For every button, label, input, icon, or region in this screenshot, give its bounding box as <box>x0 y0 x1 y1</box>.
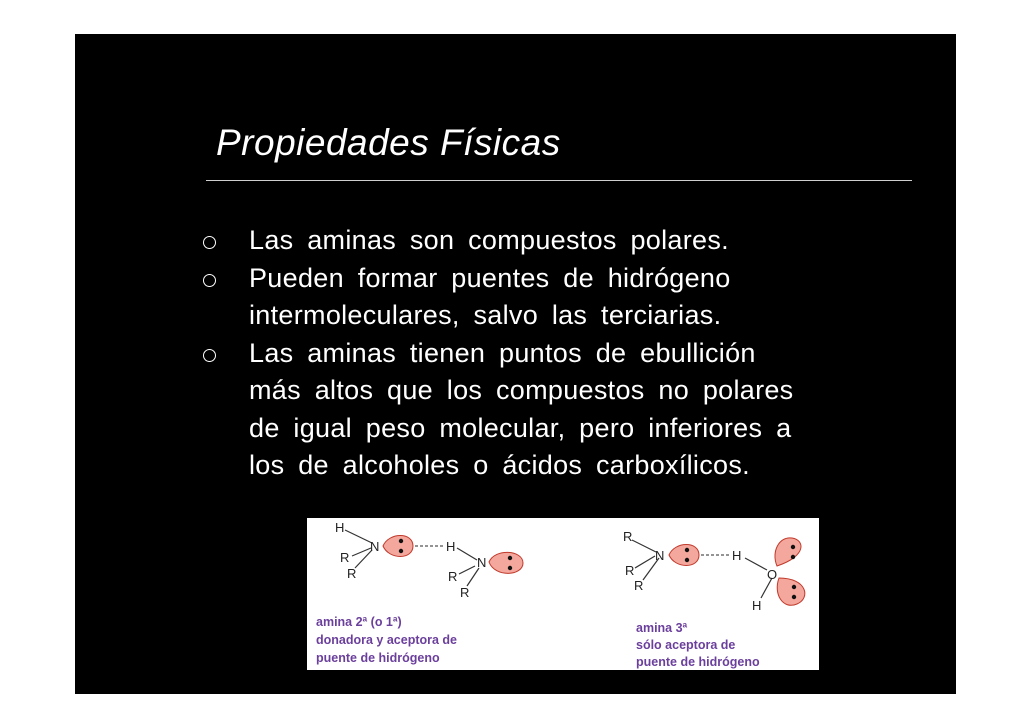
atom-r: R <box>340 550 350 565</box>
atom-r: R <box>623 529 633 544</box>
bullet-circle-icon <box>203 349 216 362</box>
atom-r: R <box>347 566 357 581</box>
atom-r: R <box>460 585 470 600</box>
bullet-item <box>195 260 895 335</box>
bullet-line: los de alcoholes o ácidos carboxílicos. <box>249 450 750 480</box>
bullet-item <box>195 222 895 260</box>
hydrogen-bond-figure <box>307 518 819 670</box>
figure-caption-line: puente de hidrógeno <box>636 655 760 669</box>
atom-h: H <box>335 520 345 535</box>
figure-caption-line: sólo aceptora de <box>636 638 736 652</box>
figure-caption-line: puente de hidrógeno <box>316 651 440 665</box>
left-amine-diagram <box>316 520 523 665</box>
bullet-list <box>195 222 895 485</box>
atom-r: R <box>625 563 635 578</box>
slide-title: Propiedades Físicas <box>216 122 561 163</box>
bullet-line: intermoleculares, salvo las terciarias. <box>249 300 722 330</box>
atom-h: H <box>446 539 456 554</box>
atom-n: N <box>655 548 665 563</box>
bullet-line: de igual peso molecular, pero inferiores a <box>249 412 792 443</box>
bullet-circle-icon <box>203 236 216 249</box>
bullet-line: Las aminas tienen puntos de ebullición <box>249 337 756 368</box>
atom-r: R <box>634 578 644 593</box>
lone-pair-lobe <box>489 552 523 573</box>
bullet-line: Las aminas son compuestos polares. <box>249 225 729 255</box>
slide <box>75 34 956 694</box>
bullet-line: más altos que los compuestos no polares <box>249 375 794 405</box>
figure-caption-line: donadora y aceptora de <box>316 633 458 647</box>
atom-h: H <box>752 598 762 613</box>
atom-r: R <box>448 569 458 584</box>
bullet-line: Pueden formar puentes de hidrógeno <box>249 262 731 293</box>
lone-pair-lobe <box>383 536 413 557</box>
atom-n: N <box>477 555 487 570</box>
figure-caption-line: amina 2ª (o 1ª) <box>316 615 402 629</box>
atom-n: N <box>370 539 380 554</box>
lone-pair-lobe <box>669 545 699 566</box>
bullet-circle-icon <box>203 274 216 287</box>
right-amine-diagram <box>623 529 805 669</box>
bullet-item <box>195 335 895 485</box>
atom-h: H <box>732 548 742 563</box>
figure-caption-line: amina 3ª <box>636 621 688 635</box>
atom-o: O <box>767 567 778 582</box>
title-divider <box>206 180 912 181</box>
lone-pair-lobe <box>777 578 805 605</box>
lone-pair-lobe <box>775 538 801 566</box>
